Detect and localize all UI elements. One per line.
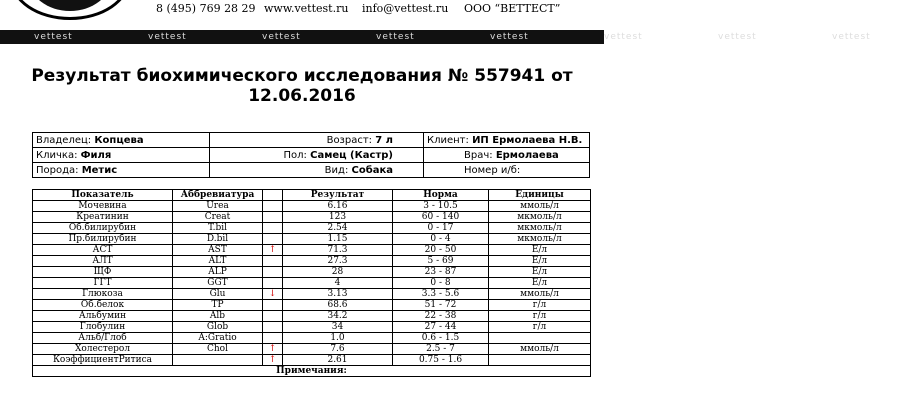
breed-cell: Порода: Метис [33, 163, 210, 178]
result-value: 123 [283, 212, 393, 223]
band-text: vettest [604, 32, 643, 42]
result-value: 71.3 [283, 245, 393, 256]
table-row [33, 234, 591, 245]
report-title-line1: Результат биохимического исследования № 557941 от [31, 66, 573, 86]
table-row [33, 344, 591, 355]
band-text: vettest [34, 32, 73, 42]
result-value: 4 [283, 278, 393, 289]
band-text: vettest [832, 32, 871, 42]
table-row [33, 223, 591, 234]
indicator-name: Альб/Глоб [33, 333, 173, 344]
result-value: 27.3 [283, 256, 393, 267]
indicator-name: КоэффициентРитиса [33, 355, 173, 366]
unit: г/л [489, 322, 591, 333]
col-flag [263, 190, 283, 201]
table-row [33, 245, 591, 256]
indicator-name: Альбумин [33, 311, 173, 322]
abbreviation: T.bil [173, 223, 263, 234]
norm-range: 51 - 72 [393, 300, 489, 311]
norm-range: 23 - 87 [393, 267, 489, 278]
table-row [33, 267, 591, 278]
notes-row [33, 366, 591, 377]
abbreviation: GGT [173, 278, 263, 289]
website: www.vettest.ru [264, 2, 349, 15]
deviation-flag [263, 256, 283, 267]
indicator-name: Об.билирубин [33, 223, 173, 234]
table-row [33, 311, 591, 322]
unit: Е/л [489, 278, 591, 289]
table-row [33, 289, 591, 300]
deviation-flag [263, 223, 283, 234]
norm-range: 3 - 10.5 [393, 201, 489, 212]
deviation-flag [263, 322, 283, 333]
doctor-value: Ермолаева [495, 149, 559, 161]
nick-value: Филя [80, 149, 112, 161]
table-row [33, 256, 591, 267]
col-result: Результат [283, 190, 393, 201]
result-value: 34.2 [283, 311, 393, 322]
species-value: Собака [351, 164, 393, 176]
abbreviation: Alb [173, 311, 263, 322]
unit: мкмоль/л [489, 234, 591, 245]
deviation-flag [263, 311, 283, 322]
table-row [33, 355, 591, 366]
card-cell: Номер и/б: [424, 163, 590, 178]
abbreviation: Urea [173, 201, 263, 212]
unit: ммоль/л [489, 289, 591, 300]
band-text: vettest [148, 32, 187, 42]
col-indicator: Показатель [33, 190, 173, 201]
table-row [33, 212, 591, 223]
sex-value: Самец (Кастр) [310, 149, 393, 161]
table-row [33, 278, 591, 289]
indicator-name: Глюкоза [33, 289, 173, 300]
indicator-name: Мочевина [33, 201, 173, 212]
abbreviation: AST [173, 245, 263, 256]
organization: ООО “ВЕТТЕСТ” [464, 2, 561, 15]
result-value: 2.54 [283, 223, 393, 234]
indicator-name: Пр.билирубин [33, 234, 173, 245]
result-value: 6.16 [283, 201, 393, 212]
norm-range: 0.75 - 1.6 [393, 355, 489, 366]
deviation-flag [263, 234, 283, 245]
indicator-name: АСТ [33, 245, 173, 256]
abbreviation: A:Gratio [173, 333, 263, 344]
unit: г/л [489, 311, 591, 322]
unit: ммоль/л [489, 201, 591, 212]
unit [489, 333, 591, 344]
col-norm: Норма [393, 190, 489, 201]
logo-emblem [29, 0, 111, 11]
indicator-name: Об.белок [33, 300, 173, 311]
abbreviation: ALP [173, 267, 263, 278]
result-value: 1.15 [283, 234, 393, 245]
client-cell: Клиент: ИП Ермолаева Н.В. [424, 133, 590, 148]
breed-value: Метис [81, 164, 118, 176]
table-row [33, 201, 591, 212]
norm-range: 27 - 44 [393, 322, 489, 333]
nick-cell: Кличка: Филя [33, 148, 210, 163]
indicator-name: ГГТ [33, 278, 173, 289]
indicator-name: Холестерол [33, 344, 173, 355]
deviation-flag [263, 212, 283, 223]
norm-range: 0 - 8 [393, 278, 489, 289]
abbreviation: TP [173, 300, 263, 311]
vettest-logo [10, 0, 130, 20]
species-cell: Вид: Собака [210, 163, 424, 178]
unit: ммоль/л [489, 344, 591, 355]
result-value: 34 [283, 322, 393, 333]
report-title [20, 66, 584, 106]
deviation-flag [263, 300, 283, 311]
band-text: vettest [376, 32, 415, 42]
norm-range: 60 - 140 [393, 212, 489, 223]
unit: мкмоль/л [489, 212, 591, 223]
client-value: ИП Ермолаева Н.В. [472, 134, 583, 146]
abbreviation: Glob [173, 322, 263, 333]
abbreviation: ALT [173, 256, 263, 267]
norm-range: 5 - 69 [393, 256, 489, 267]
deviation-flag: ↑ [263, 245, 283, 256]
indicator-name: Глобулин [33, 322, 173, 333]
abbreviation: Chol [173, 344, 263, 355]
age-cell: Возраст: 7 л [210, 133, 424, 148]
norm-range: 0 - 17 [393, 223, 489, 234]
phone: 8 (495) 769 28 29 [156, 2, 256, 15]
result-value: 3.13 [283, 289, 393, 300]
norm-range: 0 - 4 [393, 234, 489, 245]
col-units: Единицы [489, 190, 591, 201]
col-abbreviation: Аббревиатура [173, 190, 263, 201]
sex-cell: Пол: Самец (Кастр) [210, 148, 424, 163]
unit: Е/л [489, 245, 591, 256]
result-value: 7.6 [283, 344, 393, 355]
result-value: 68.6 [283, 300, 393, 311]
unit: г/л [489, 300, 591, 311]
indicator-name: ЩФ [33, 267, 173, 278]
indicator-name: Креатинин [33, 212, 173, 223]
norm-range: 22 - 38 [393, 311, 489, 322]
abbreviation: D.bil [173, 234, 263, 245]
result-value: 2.61 [283, 355, 393, 366]
results-table [32, 189, 591, 377]
doctor-cell: Врач: Ермолаева [424, 148, 590, 163]
band-text: vettest [490, 32, 529, 42]
norm-range: 2.5 - 7 [393, 344, 489, 355]
notes-label: Примечания: [33, 366, 591, 377]
abbreviation [173, 355, 263, 366]
deviation-flag [263, 267, 283, 278]
owner-value: Копцева [94, 134, 144, 146]
norm-range: 3.3 - 5.6 [393, 289, 489, 300]
result-value: 1.0 [283, 333, 393, 344]
unit: Е/л [489, 256, 591, 267]
report-title-date: 12.06.2016 [248, 86, 356, 106]
owner-cell: Владелец: Копцева [33, 133, 210, 148]
unit: Е/л [489, 267, 591, 278]
deviation-flag: ↑ [263, 355, 283, 366]
results-header-row [33, 190, 591, 201]
results-body [33, 201, 591, 366]
result-value: 28 [283, 267, 393, 278]
deviation-flag: ↑ [263, 344, 283, 355]
deviation-flag [263, 278, 283, 289]
age-value: 7 л [375, 134, 393, 146]
email: info@vettest.ru [362, 2, 449, 15]
table-row [33, 322, 591, 333]
patient-info-table [32, 132, 590, 178]
indicator-name: АЛТ [33, 256, 173, 267]
norm-range: 20 - 50 [393, 245, 489, 256]
band-text: vettest [262, 32, 301, 42]
norm-range: 0.6 - 1.5 [393, 333, 489, 344]
abbreviation: Creat [173, 212, 263, 223]
table-row [33, 300, 591, 311]
deviation-flag [263, 201, 283, 212]
band-text: vettest [718, 32, 757, 42]
brand-band [0, 30, 871, 44]
table-row [33, 333, 591, 344]
abbreviation: Glu [173, 289, 263, 300]
deviation-flag [263, 333, 283, 344]
unit [489, 355, 591, 366]
unit: мкмоль/л [489, 223, 591, 234]
deviation-flag: ↓ [263, 289, 283, 300]
